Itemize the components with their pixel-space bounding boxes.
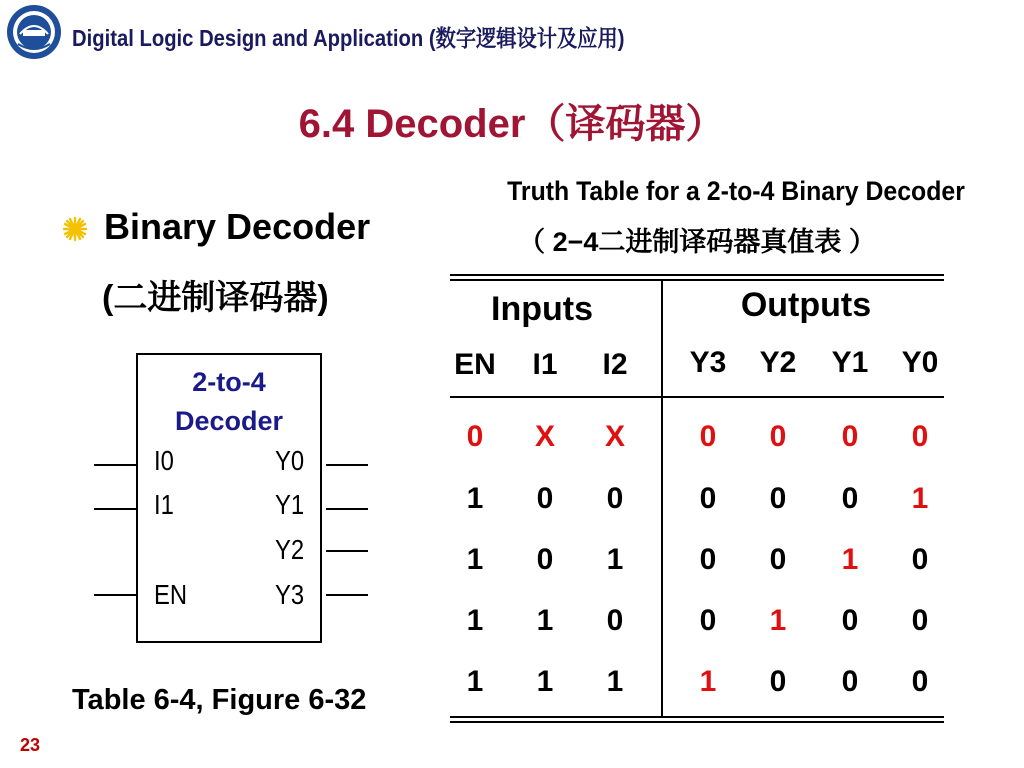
output-cell: 1 [841, 543, 859, 576]
input-cell: 1 [466, 543, 484, 576]
slide-title: 6.4 Decoder（译码器） [298, 102, 726, 146]
output-wire [326, 594, 368, 596]
output-cell: 0 [699, 482, 717, 515]
table-bottom-rule [450, 721, 944, 723]
output-column-header: Y1 [831, 346, 869, 379]
output-cell: 0 [911, 543, 929, 576]
output-cell: 0 [769, 665, 787, 698]
output-cell: 0 [911, 665, 929, 698]
output-cell: 0 [769, 482, 787, 515]
table-top-rule [450, 274, 944, 276]
input-pin-label: I1 [154, 489, 174, 520]
input-cell: 1 [466, 665, 484, 698]
output-cell: 0 [699, 420, 717, 453]
output-cell: 0 [841, 482, 859, 515]
input-wire [94, 464, 136, 466]
output-cell: 0 [769, 420, 787, 453]
course-title: Digital Logic Design and Application (数字逻辑设计及应用) [72, 25, 625, 51]
table-header-rule [450, 396, 944, 398]
input-cell: 1 [536, 604, 554, 637]
input-cell: 0 [606, 482, 624, 515]
output-column-header: Y3 [689, 346, 727, 379]
table-top-rule [450, 279, 944, 281]
university-logo [6, 4, 62, 60]
inputs-group-header: Inputs [491, 290, 593, 328]
output-pin-label: Y2 [275, 534, 305, 565]
output-cell: 0 [841, 604, 859, 637]
output-cell: 1 [769, 604, 787, 637]
input-cell: X [534, 420, 555, 453]
input-pin-label: EN [154, 579, 188, 610]
output-wire [326, 464, 368, 466]
truth-table-caption-en: Truth Table for a 2-to-4 Binary Decoder [507, 176, 965, 206]
figure-caption: Table 6-4, Figure 6-32 [72, 684, 367, 716]
output-pin-label: Y1 [275, 489, 305, 520]
input-cell: X [604, 420, 625, 453]
table-bottom-rule [450, 716, 944, 718]
output-wire [326, 550, 368, 552]
input-cell: 1 [606, 543, 624, 576]
input-cell: 0 [536, 543, 554, 576]
output-cell: 0 [699, 604, 717, 637]
input-wire [94, 594, 136, 596]
input-column-header: I2 [602, 348, 628, 381]
input-cell: 0 [536, 482, 554, 515]
output-cell: 0 [911, 604, 929, 637]
table-divider [661, 279, 663, 716]
decoder-title-line2: Decoder [174, 406, 284, 436]
output-cell: 0 [841, 665, 859, 698]
sunburst-bullet-icon [62, 216, 88, 242]
decoder-title-line1: 2-to-4 [192, 367, 266, 397]
input-cell: 1 [606, 665, 624, 698]
output-column-header: Y0 [901, 346, 939, 379]
input-cell: 0 [606, 604, 624, 637]
output-pin-label: Y3 [275, 579, 305, 610]
input-pin-label: I0 [154, 445, 174, 476]
output-cell: 1 [699, 665, 717, 698]
input-column-header: I1 [532, 348, 558, 381]
output-wire [326, 508, 368, 510]
input-cell: 1 [466, 604, 484, 637]
output-column-header: Y2 [759, 346, 797, 379]
input-column-header: EN [454, 348, 496, 381]
output-cell: 0 [769, 543, 787, 576]
input-wire [94, 508, 136, 510]
output-pin-label: Y0 [275, 445, 305, 476]
input-cell: 1 [536, 665, 554, 698]
bullet-subtitle: (二进制译码器) [102, 279, 329, 317]
output-cell: 1 [911, 482, 929, 515]
bullet-title: Binary Decoder [104, 206, 371, 247]
outputs-group-header: Outputs [740, 286, 872, 324]
truth-table-caption-cn: （ 2−4二进制译码器真值表 ） [518, 227, 876, 257]
input-cell: 0 [466, 420, 484, 453]
output-cell: 0 [841, 420, 859, 453]
page-number: 23 [20, 735, 41, 755]
input-cell: 1 [466, 482, 484, 515]
output-cell: 0 [911, 420, 929, 453]
output-cell: 0 [699, 543, 717, 576]
